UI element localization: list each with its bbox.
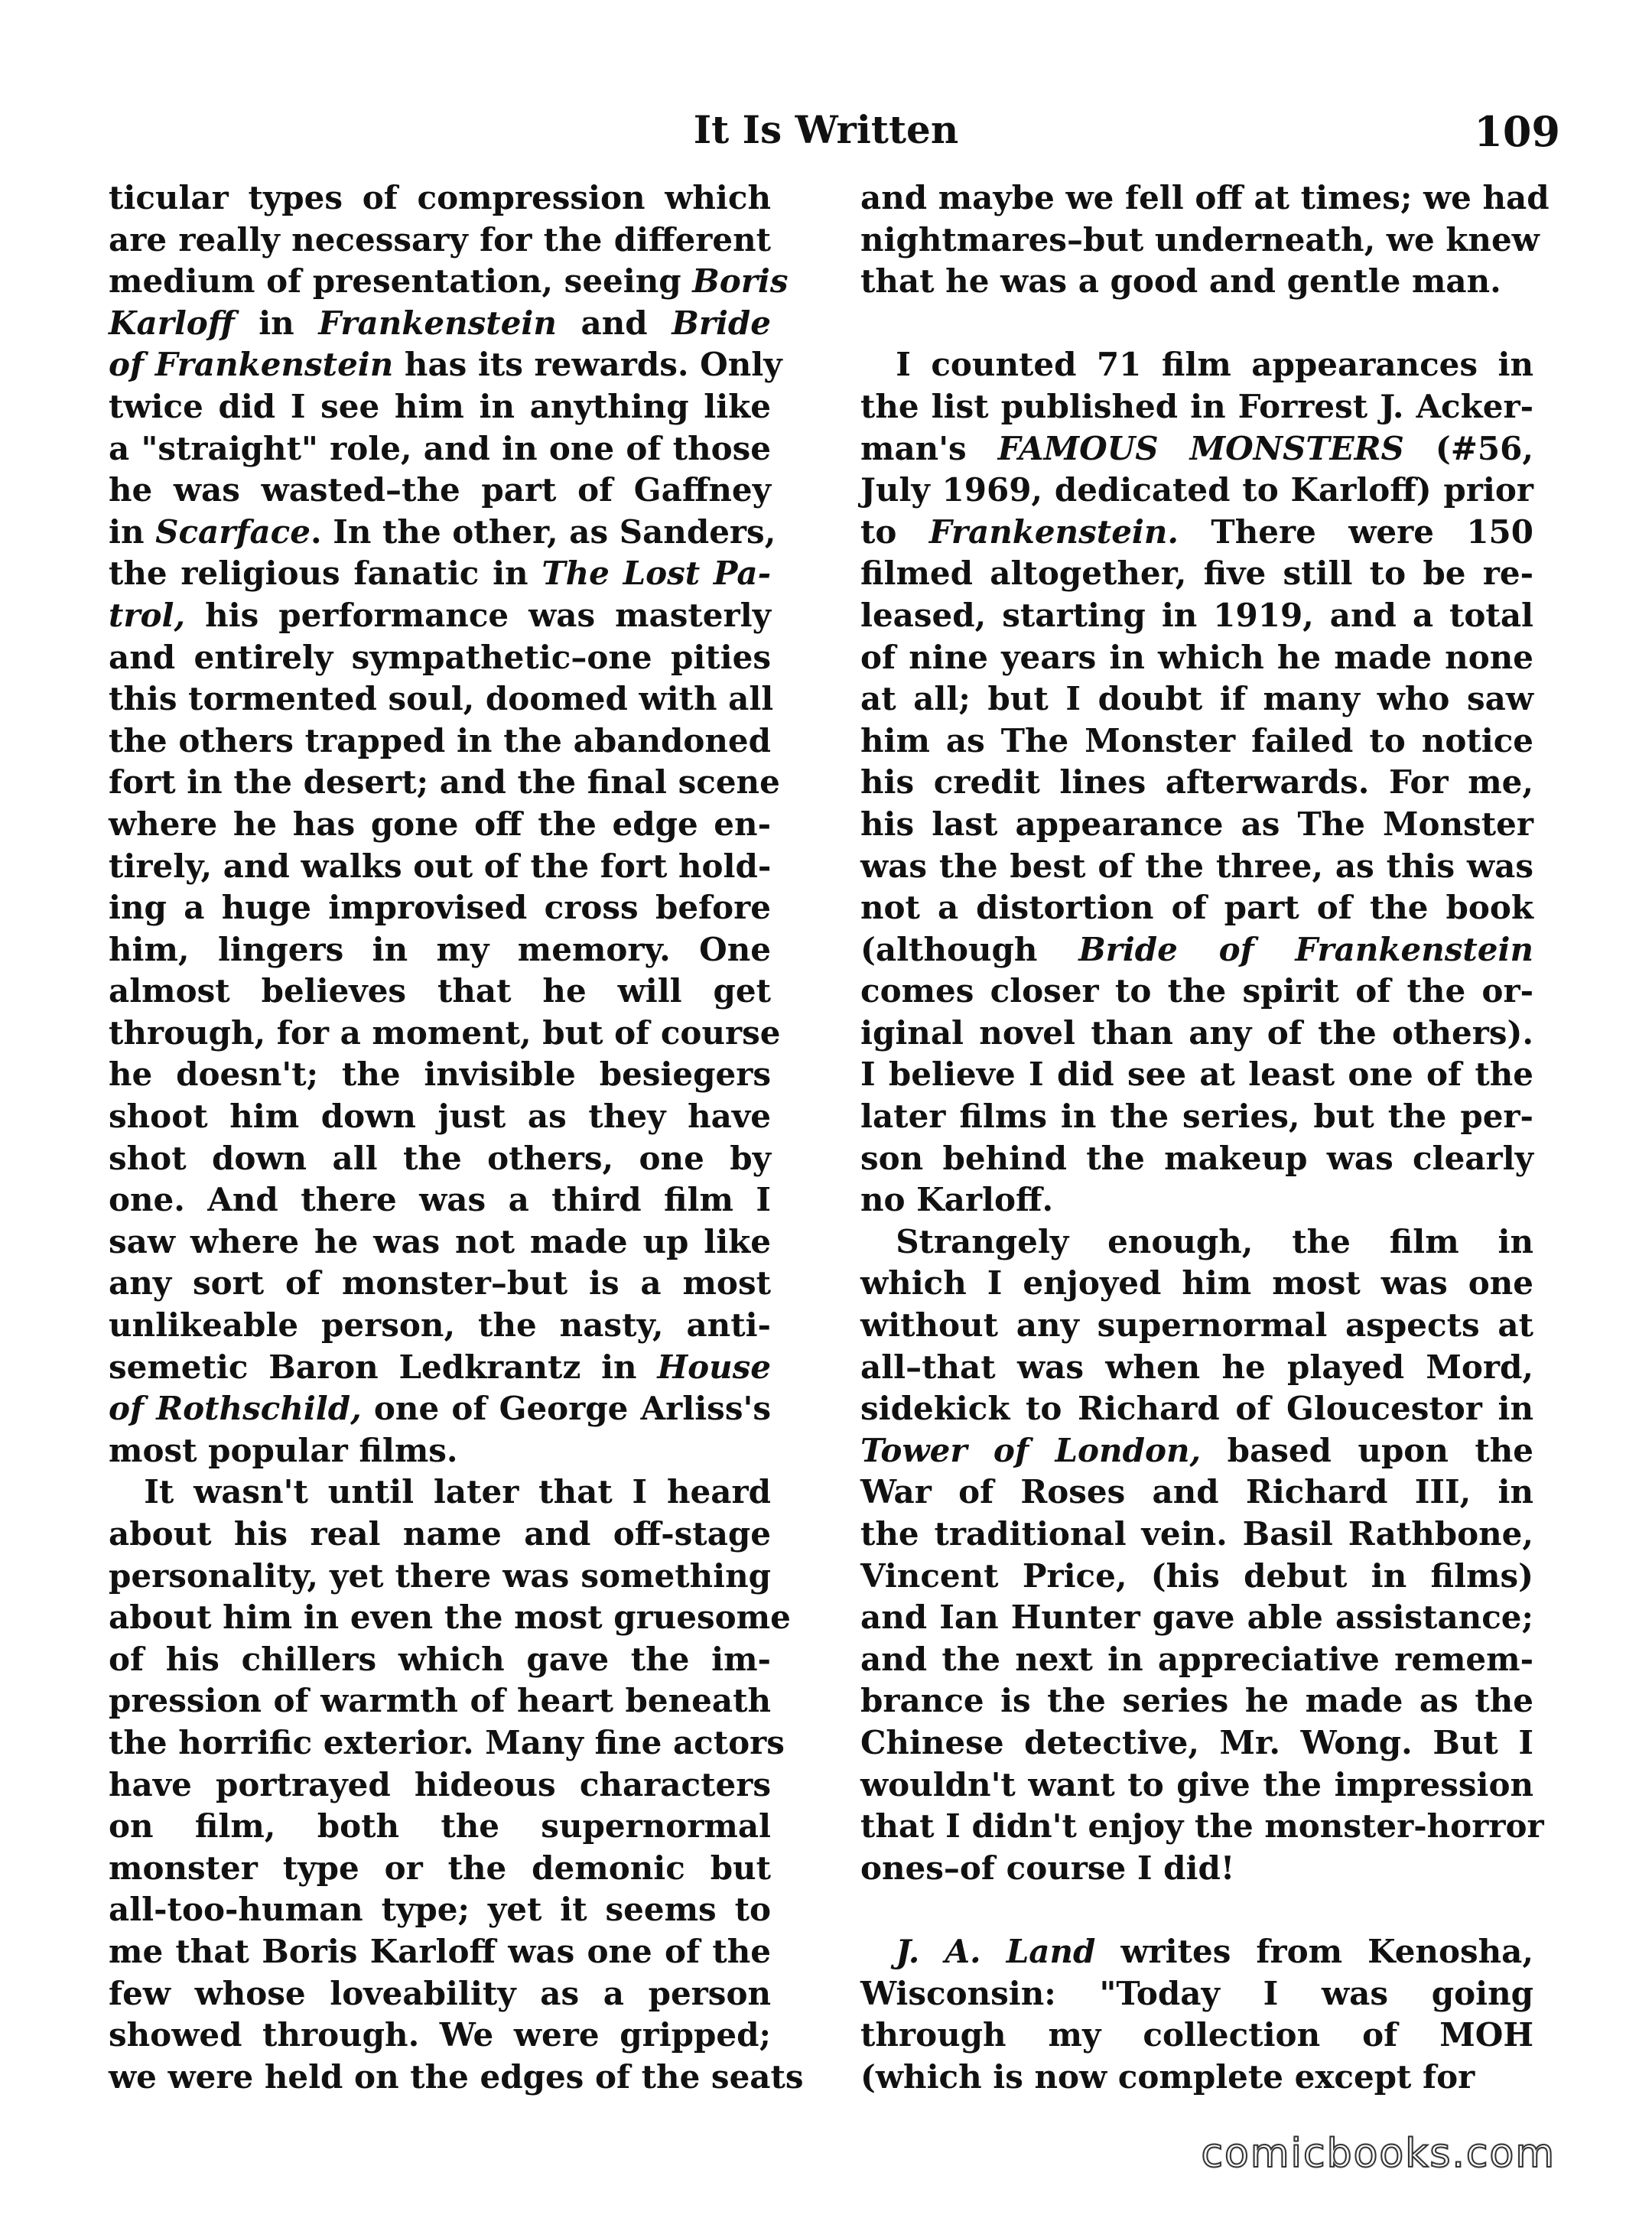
text-line: semetic Baron Ledkrantz in House — [109, 1348, 771, 1386]
paragraph — [860, 344, 1533, 1221]
text-line: to Frankenstein. There were 150 — [860, 512, 1533, 551]
text-line: of nine years in which he made none — [860, 638, 1533, 676]
text-line: of Rothschild, one of George Arliss's — [109, 1390, 771, 1428]
text-line: fort in the desert; and the final scene — [109, 763, 780, 802]
text-line: ticular types of compression which — [109, 179, 771, 216]
text-line: (although Bride of Frankenstein — [860, 930, 1533, 968]
text-line: July 1969, dedicated to Karloff) prior — [860, 471, 1533, 509]
page-number: 109 — [1474, 107, 1560, 156]
text-line: him, lingers in my memory. One — [109, 930, 771, 968]
text-line: of Frankenstein has its rewards. Only — [109, 346, 782, 384]
text-line: saw where he was not made up like — [109, 1222, 771, 1260]
text-line: all-too-human type; yet it seems to — [109, 1891, 771, 1929]
text-line: sidekick to Richard of Gloucestor in — [860, 1390, 1533, 1428]
text-line: unlikeable person, the nasty, anti- — [109, 1306, 771, 1345]
text-line: medium of presentation, seeing Boris — [109, 262, 789, 301]
right-column — [860, 177, 1550, 2098]
paragraph — [860, 1931, 1533, 2098]
text-line: any sort of monster–but is a most — [109, 1264, 771, 1303]
text-line: ones–of course I did! — [860, 1849, 1235, 1887]
text-line: this tormented soul, doomed with all — [109, 680, 774, 718]
text-line: at all; but I doubt if many who saw — [860, 680, 1533, 718]
text-line: J. A. Land writes from Kenosha, — [896, 1932, 1533, 1970]
paragraph-gap — [860, 303, 1533, 345]
text-line: monster type or the demonic but — [109, 1849, 771, 1887]
text-line: ing a huge improvised cross before — [109, 889, 771, 927]
text-line: wouldn't want to give the impression — [860, 1765, 1533, 1803]
text-line: the horrific exterior. Many fine actors — [109, 1723, 785, 1761]
text-line: his credit lines afterwards. For me, — [860, 763, 1533, 802]
text-line: trol, his performance was masterly — [109, 596, 771, 634]
watermark-logo: comicbooks.com — [1201, 2131, 1556, 2177]
text-line: without any supernormal aspects at — [860, 1306, 1533, 1345]
text-line: not a distortion of part of the book — [860, 889, 1533, 927]
text-line: that I didn't enjoy the monster-horror — [860, 1807, 1544, 1846]
paragraph-gap — [860, 1889, 1533, 1931]
left-column — [109, 177, 804, 2098]
text-line: of his chillers which gave the im- — [109, 1640, 771, 1678]
text-line: twice did I see him in anything like — [109, 387, 771, 425]
text-line: are really necessary for the different — [109, 220, 771, 259]
text-line: I counted 71 film appearances in — [896, 346, 1533, 384]
text-line: man's FAMOUS MONSTERS (#56, — [860, 429, 1533, 467]
text-line: Chinese detective, Mr. Wong. But I — [860, 1723, 1533, 1761]
paragraph — [860, 177, 1550, 303]
text-line: the others trapped in the abandoned — [109, 721, 771, 759]
text-line: War of Roses and Richard III, in — [860, 1473, 1533, 1511]
text-line: through my collection of MOH — [860, 2016, 1533, 2054]
text-line: shoot him down just as they have — [109, 1098, 771, 1136]
text-line: one. And there was a third film I — [109, 1181, 771, 1219]
paragraph — [109, 1472, 804, 2098]
text-line: and maybe we fell off at times; we had — [860, 179, 1550, 216]
text-line: shot down all the others, one by — [109, 1139, 771, 1177]
text-line: no Karloff. — [860, 1181, 1054, 1219]
text-line: he doesn't; the invisible besiegers — [109, 1055, 771, 1094]
text-line: later films in the series, but the per- — [860, 1098, 1533, 1136]
text-line: son behind the makeup was clearly — [860, 1139, 1533, 1177]
text-line: pression of warmth of heart beneath — [109, 1682, 771, 1720]
text-line: we were held on the edges of the seats — [109, 2057, 804, 2096]
text-line: brance is the series he made as the — [860, 1682, 1533, 1720]
text-line: almost believes that he will get — [109, 972, 771, 1010]
text-line: personality, yet there was something — [109, 1556, 771, 1595]
text-line: Vincent Price, (his debut in films) — [860, 1556, 1533, 1595]
text-line: which I enjoyed him most was one — [860, 1264, 1533, 1303]
text-line: and entirely sympathetic–one pities — [109, 638, 771, 676]
text-line: where he has gone off the edge en- — [109, 805, 771, 843]
text-line: Wisconsin: "Today I was going — [860, 1974, 1533, 2012]
text-line: Karloff in Frankenstein and Bride — [109, 304, 771, 342]
text-line: on film, both the supernormal — [109, 1807, 771, 1846]
text-line: the list published in Forrest J. Acker- — [860, 387, 1533, 425]
text-line: and the next in appreciative remem- — [860, 1640, 1533, 1678]
text-line: that he was a good and gentle man. — [860, 262, 1501, 301]
text-line: about his real name and off-stage — [109, 1515, 771, 1553]
text-line: him as The Monster failed to notice — [860, 721, 1533, 759]
text-line: through, for a moment, but of course — [109, 1013, 781, 1052]
text-line: and Ian Hunter gave able assistance; — [860, 1598, 1533, 1637]
text-line: about him in even the most gruesome — [109, 1598, 791, 1637]
text-line: nightmares–but underneath, we knew — [860, 220, 1540, 259]
running-title: It Is Written — [693, 107, 959, 152]
text-line: tirely, and walks out of the fort hold- — [109, 847, 772, 885]
text-line: me that Boris Karloff was one of the — [109, 1932, 771, 1970]
text-line: (which is now complete except for — [860, 2057, 1475, 2096]
text-line: iginal novel than any of the others). — [860, 1013, 1533, 1052]
text-line: in Scarface. In the other, as Sanders, — [109, 512, 776, 551]
text-line: all–that was when he played Mord, — [860, 1348, 1533, 1386]
text-line: have portrayed hideous characters — [109, 1765, 771, 1803]
page-header — [0, 99, 1652, 161]
text-line: comes closer to the spirit of the or- — [860, 972, 1533, 1010]
text-line: few whose loveability as a person — [109, 1974, 771, 2012]
text-line: Tower of London, based upon the — [860, 1431, 1533, 1469]
text-line: It wasn't until later that I heard — [144, 1473, 771, 1511]
text-line: he was wasted–the part of Gaffney — [109, 471, 771, 509]
text-line: a "straight" role, and in one of those — [109, 429, 771, 467]
text-line: the religious fanatic in The Lost Pa- — [109, 554, 771, 593]
text-line: leased, starting in 1919, and a total — [860, 596, 1533, 634]
text-line: was the best of the three, as this was — [860, 847, 1533, 885]
text-line: showed through. We were gripped; — [109, 2016, 771, 2054]
text-line: his last appearance as The Monster — [860, 805, 1533, 843]
text-line: filmed altogether, five still to be re- — [860, 554, 1533, 593]
paragraph — [109, 177, 789, 1472]
text-line: most popular films. — [109, 1431, 458, 1469]
text-line: the traditional vein. Basil Rathbone, — [860, 1515, 1533, 1553]
paragraph — [860, 1221, 1544, 1890]
text-line: I believe I did see at least one of the — [860, 1055, 1533, 1094]
text-line: Strangely enough, the film in — [896, 1222, 1533, 1260]
